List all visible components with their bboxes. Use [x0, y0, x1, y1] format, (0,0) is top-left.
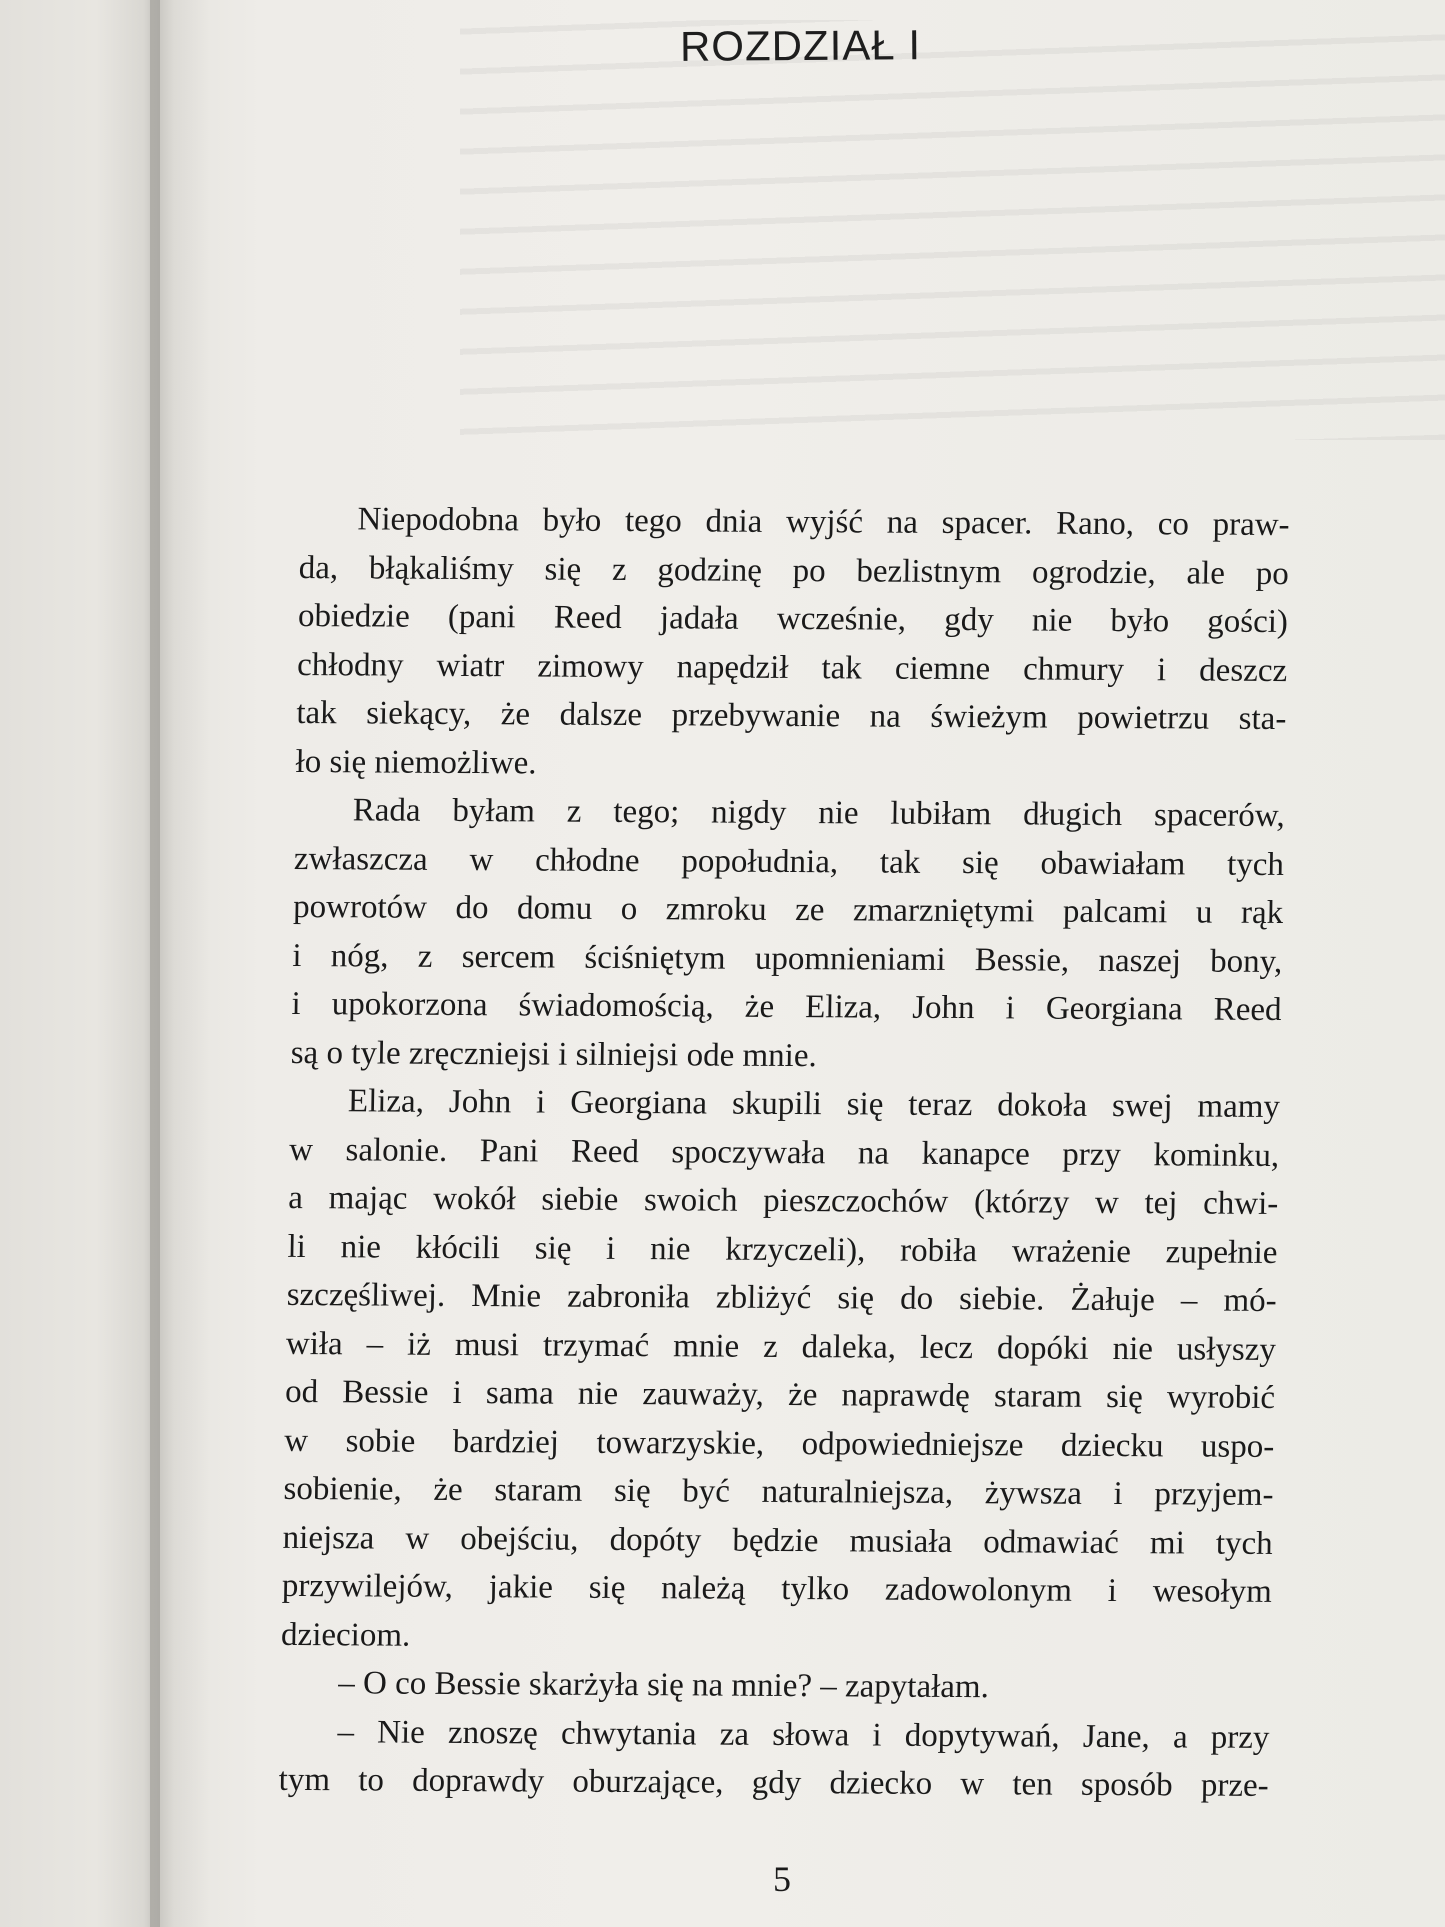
text-line: Eliza, John i Georgiana skupili się teraz dokoła swej mamy	[347, 1083, 1281, 1125]
text-line: powrotów do domu o zmroku ze zmarzniętymi palcami u rąk	[292, 888, 1284, 932]
text-line: przywilejów, jakie się należą tylko zadowolonym i wesołym	[281, 1567, 1273, 1610]
text-line: tak siekący, że dalsze przebywanie na świeżym powietrzu sta-	[296, 694, 1287, 738]
text-line: sobienie, że staram się być naturalniejsza, żywsza i przyjem-	[283, 1470, 1274, 1513]
text-line: a mając wokół siebie swoich pieszczochów (którzy w tej chwi-	[288, 1179, 1279, 1222]
text-line: w sobie bardziej towarzyskie, odpowiedniejsze dziecku uspo-	[284, 1422, 1275, 1465]
text-line: od Bessie i sama nie zauważy, że naprawdę staram się wyrobić	[284, 1373, 1276, 1416]
text-line: zwłaszcza w chłodne popołudnia, tak się obawiałam tych	[293, 840, 1285, 883]
text-line: chłodny wiatr zimowy napędził tak ciemne chmury i deszcz	[296, 646, 1288, 689]
body-text	[278, 495, 1290, 1810]
text-line: li nie kłócili się i nie krzyczeli), robiła wrażenie zupełnie	[287, 1228, 1278, 1271]
chapter-title	[600, 21, 1000, 72]
text-line: i nóg, z sercem ściśniętym upomnieniami Bessie, naszej bony,	[292, 937, 1283, 980]
text-line: Niepodobna było tego dnia wyjść na spacer. Rano, co praw-	[357, 501, 1290, 544]
chapter-title-text: ROZDZIAŁ I	[679, 21, 922, 70]
text-line: Rada byłam z tego; nigdy nie lubiłam długich spacerów,	[352, 792, 1286, 835]
gutter-shadow	[150, 0, 210, 1927]
text-line: wiła – iż musi trzymać mnie z daleka, lecz dopóki nie usłyszy	[285, 1325, 1277, 1368]
text-line: tym to doprawdy oburzające, gdy dziecko w ten sposób prze-	[278, 1761, 1269, 1804]
left-page-edge	[0, 0, 160, 1927]
text-line: da, błąkaliśmy się z godzinę po bezlistnym ogrodzie, ale po	[298, 549, 1290, 592]
text-line: są o tyle zręczniejsi i silniejsi ode mnie.	[290, 1034, 818, 1074]
page-number: 5	[773, 1859, 791, 1899]
text-line: dzieciom.	[280, 1616, 411, 1654]
text-line: – O co Bessie skarżyła się na mnie? – zapytałam.	[338, 1665, 990, 1706]
show-through-texture	[460, 20, 1445, 440]
text-line: – Nie znoszę chwytania za słowa i dopytywań, Jane, a przy	[337, 1713, 1270, 1756]
text-line: w salonie. Pani Reed spoczywała na kanapce przy kominku,	[288, 1131, 1280, 1174]
text-line: obiedzie (pani Reed jadała wcześnie, gdy nie było gości)	[297, 597, 1289, 641]
text-line: ło się niemożliwe.	[295, 743, 537, 781]
text-line: niejsza w obejściu, dopóty będzie musiała odmawiać mi tych	[282, 1519, 1273, 1562]
text-line: szczęśliwej. Mnie zabroniła zbliżyć się do siebie. Żałuje – mó-	[286, 1276, 1278, 1319]
text-line: i upokorzona świadomością, że Eliza, John i Georgiana Reed	[291, 985, 1282, 1029]
